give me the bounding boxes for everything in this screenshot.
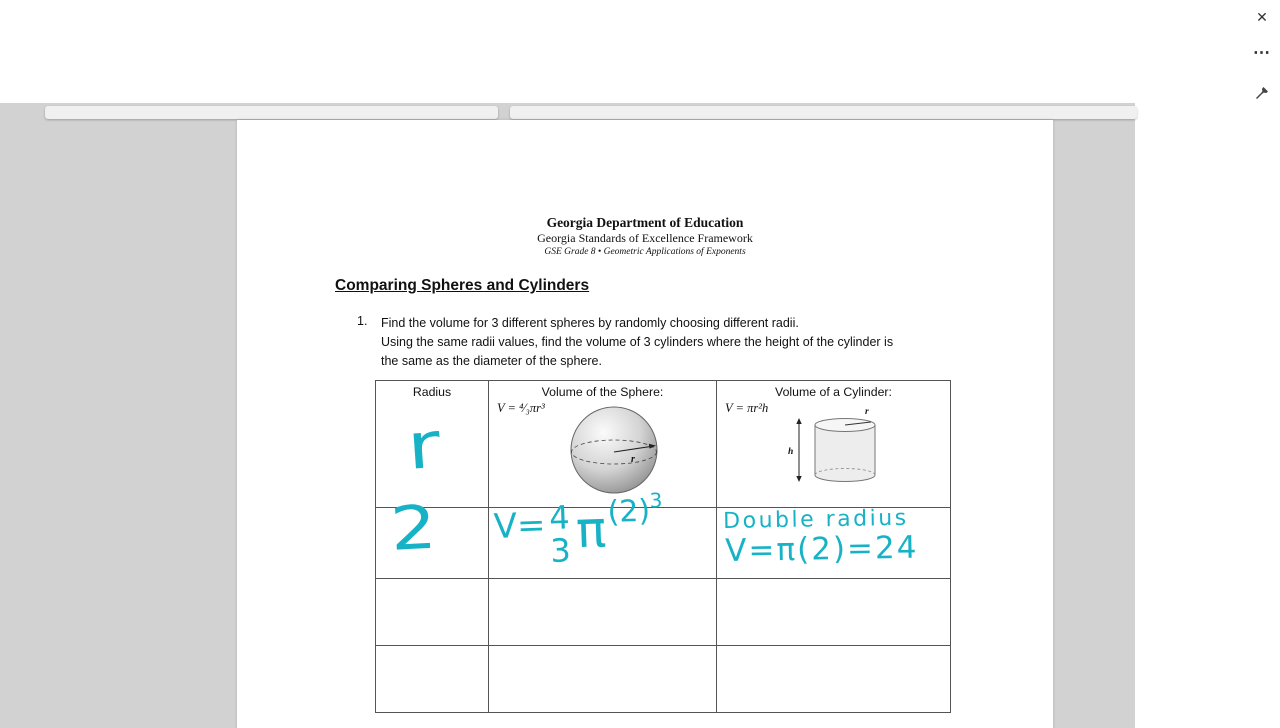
ink-sphere-work[interactable] (493, 488, 665, 571)
org-title: Georgia Department of Education (546, 215, 744, 230)
ink-cylinder-note[interactable]: Double radius (722, 505, 909, 534)
cell-radius-row2 (376, 579, 489, 646)
ink-sphere-pi: π (575, 500, 608, 560)
course-tagline: GSE Grade 8 • Geometric Applications of Exponents (544, 247, 746, 257)
close-icon: ✕ (1256, 8, 1268, 25)
ink-sphere-paren: (2) (606, 493, 651, 530)
section-title: Comparing Spheres and Cylinders (335, 277, 590, 294)
ink-cylinder-work[interactable]: V=π(2)=24 (724, 529, 919, 569)
ink-sphere-lhs: V= (493, 505, 547, 547)
ink-sphere-denominator: 3 (549, 531, 572, 571)
sphere-illustration (569, 405, 661, 500)
sphere-radius-label: r (631, 454, 635, 465)
question-line: the same as the diameter of the sphere. (381, 354, 602, 368)
question-text (381, 314, 961, 371)
cylinder-height-label: h (788, 447, 794, 457)
cell-cylinder-header (717, 381, 950, 508)
cell-sphere-row2 (489, 579, 717, 646)
ink-sphere-numerator: 4 (548, 498, 571, 538)
ink-radius-letter[interactable]: r (404, 408, 443, 485)
more-options-button[interactable] (1252, 43, 1272, 63)
document-header (237, 214, 1053, 259)
cell-sphere-row3 (489, 646, 717, 712)
question-line: Find the volume for 3 different spheres by randomly choosing different radii. (381, 316, 799, 330)
window-controls (1248, 0, 1280, 120)
column-header-radius: Radius (412, 385, 452, 399)
cell-cylinder-row3 (717, 646, 950, 712)
question-number: 1. (357, 314, 368, 328)
document-canvas[interactable] (0, 103, 1135, 728)
top-bar (0, 0, 1280, 103)
ink-sphere-fraction (548, 498, 572, 571)
column-header-sphere: Volume of the Sphere: (541, 385, 664, 399)
cell-cylinder-row2 (717, 579, 950, 646)
org-subtitle: Georgia Standards of Excellence Framework (537, 231, 753, 245)
ink-radius-value[interactable]: 2 (388, 492, 439, 565)
pin-button[interactable] (1252, 84, 1272, 104)
ink-sphere-exponent: 3 (649, 488, 663, 513)
cylinder-illustration (787, 403, 879, 494)
question-line: Using the same radii values, find the volume of 3 cylinders where the height of the cylinder is (381, 335, 894, 349)
sphere-volume-formula: V = ⁴⁄₃πr³ (497, 401, 545, 415)
adjacent-page-edge-right (510, 106, 1137, 119)
cell-radius-row3 (376, 646, 489, 712)
ellipsis-icon: ⋯ (1253, 43, 1271, 62)
cylinder-volume-formula: V = πr²h (725, 401, 769, 415)
close-button[interactable] (1252, 7, 1272, 27)
cell-sphere-header (489, 381, 717, 513)
column-header-cylinder: Volume of a Cylinder: (775, 385, 892, 399)
adjacent-page-edge-left (45, 106, 498, 119)
worksheet-page (237, 120, 1053, 728)
cylinder-radius-label: r (865, 407, 869, 417)
pin-icon (1254, 85, 1270, 104)
